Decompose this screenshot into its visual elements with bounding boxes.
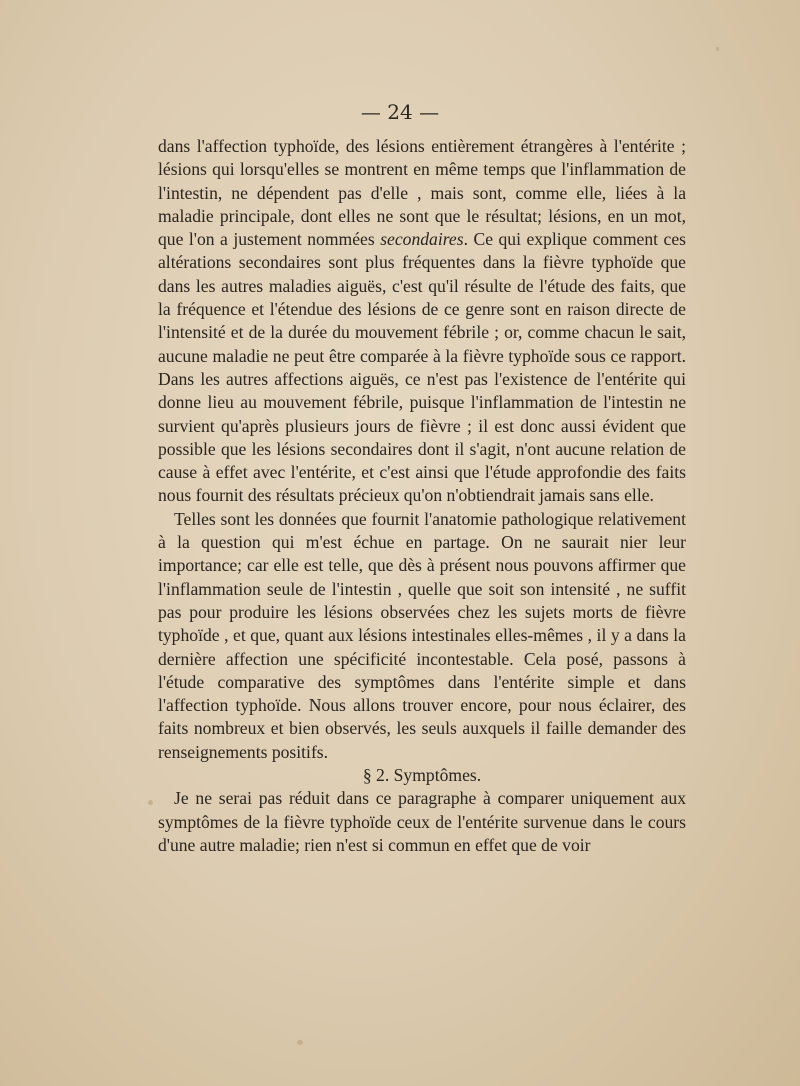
paragraph-3: Je ne serai pas réduit dans ce paragraphe à comparer uniquement aux symptômes de la fièvre typhoïde ceux de l'entérite survenue dans le cours d'une autre maladie; rien n'est si commun en effet que de voir xyxy=(158,788,686,855)
paper-stain xyxy=(148,800,153,805)
paper-stain xyxy=(716,47,719,51)
body-text xyxy=(158,135,686,857)
paragraph-1-continuation: . Ce qui explique comment ces altérations secondaires sont plus fréquentes dans la fièvre typhoïde que dans les autres maladies aiguës, c'est qu'il résulte de l'étude des faits, que la fréquence et l'étendue des lésions de ce genre sont en raison directe de l'intensité et de la durée du mouvement fébrile ; or, comme chacun le sait, aucune maladie ne peut être comparée à la fièvre typhoïde sous ce rapport. Dans les autres affections aiguës, ce n'est pas l'existence de l'entérite qui donne lieu au mouvement fébrile, puisque l'inflammation de l'intestin ne survient qu'après plusieurs jours de fièvre ; il est donc aussi évident que possible que les lésions secondaires dont il s'agit, n'ont aucune relation de cause à effet avec l'entérite, et c'est ainsi que l'étude approfondie des faits nous fournit des résultats précieux qu'on n'obtiendrait jamais sans elle. xyxy=(158,229,686,506)
paper-stain xyxy=(297,1040,303,1045)
emphasized-word: secondaires xyxy=(380,229,464,250)
page-number: — 24 — xyxy=(360,100,440,124)
paragraph-2: Telles sont les données que fournit l'anatomie pathologique relativement à la question qui m'est échue en partage. On ne saurait nier leur importance; car elle est telle, que dès à présent nous pouvons affirmer que l'inflammation seule de l'intestin , quelle que soit son intensité , ne suffit pas pour produire les lésions observées chez les sujets morts de fièvre typhoïde , et que, quant aux lésions intestinales elles-mêmes , il y a dans la dernière affection une spécificité incontestable. Cela posé, passons à l'étude comparative des symptômes dans l'entérite simple et dans l'affection typhoïde. Nous allons trouver encore, pour nous éclairer, des faits nombreux et bien observés, les seuls auxquels il faille demander des renseignements positifs. xyxy=(158,508,686,762)
paragraph-1-text: dans l'affection typhoïde, des lésions entièrement étrangères à l'entérite ; lésions qui lorsqu'elles se montrent en même temps que l'inflammation de l'intestin, ne dépendent pas d'elle , mais sont, comme elle, liées à la maladie principale, dont elles ne sont que le résultat; lésions, en un mot, que l'on a justement nommées xyxy=(158,136,686,250)
section-heading: § 2. Symptômes. xyxy=(362,765,482,786)
paragraph-1 xyxy=(158,135,686,508)
